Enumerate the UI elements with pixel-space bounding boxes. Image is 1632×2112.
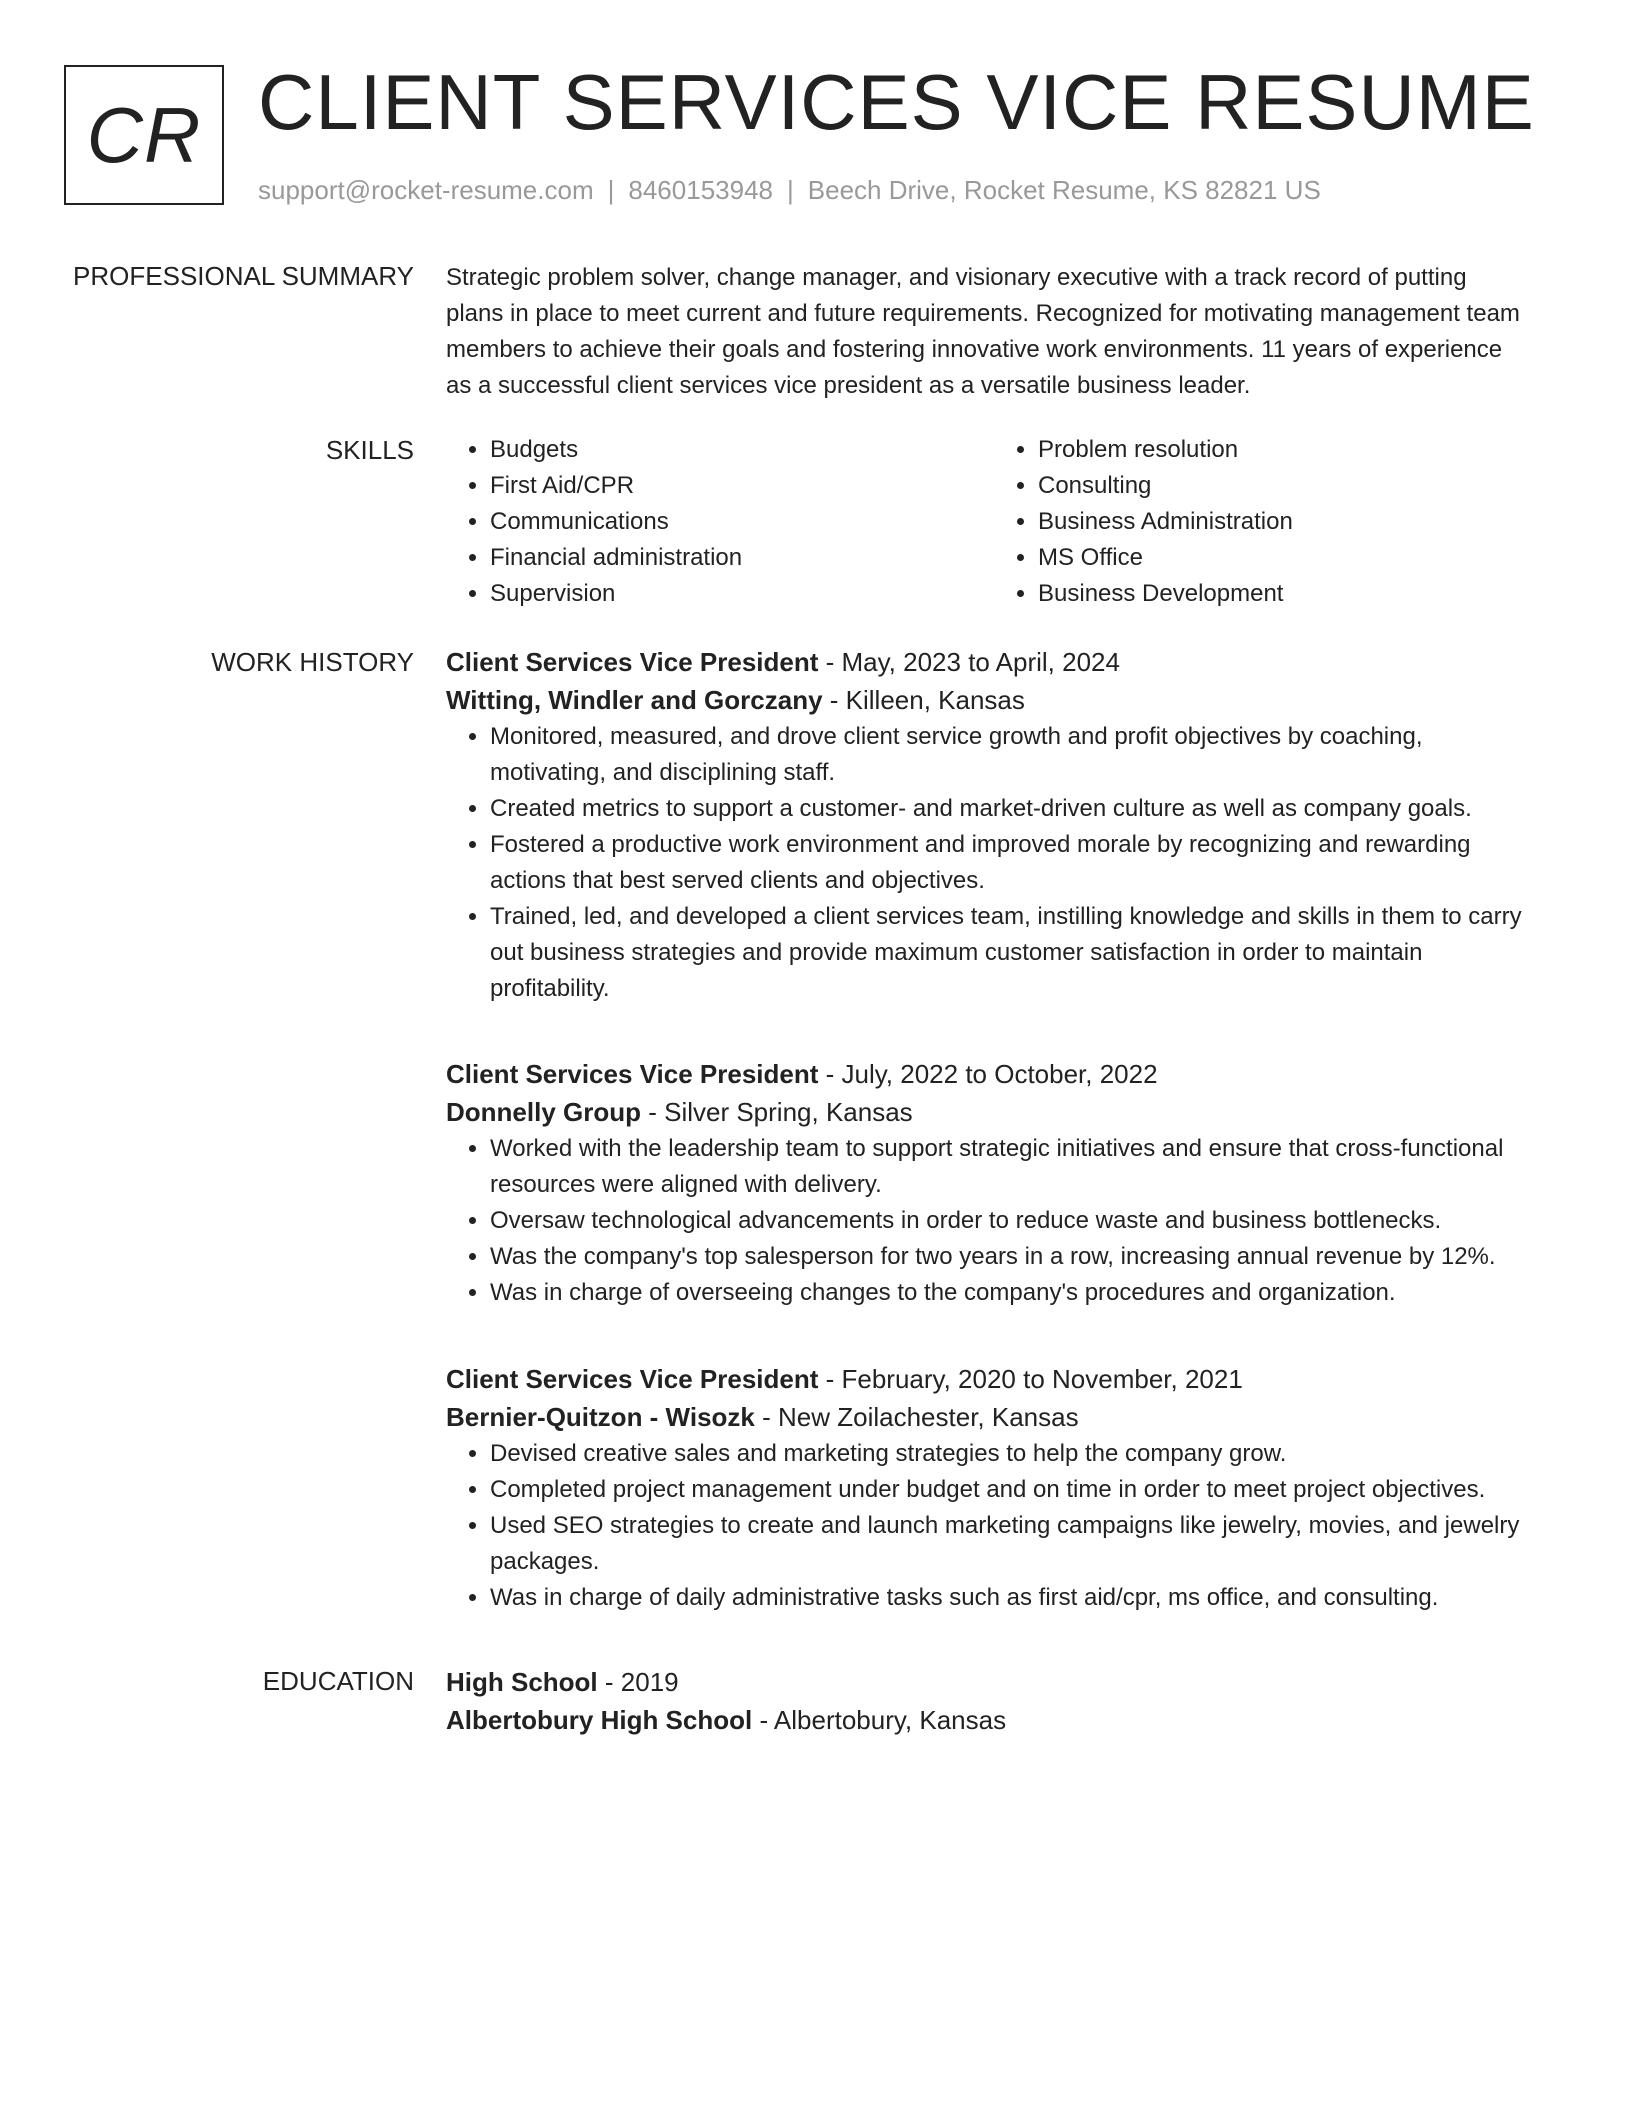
- contact-separator: |: [787, 175, 794, 205]
- bullet-line: Was in charge of daily administrative tasks such as first aid/cpr, ms office, and consulting.: [490, 1584, 1439, 1611]
- degree-year: - 2019: [597, 1667, 679, 1697]
- job-title: Client Services Vice President: [446, 1364, 819, 1394]
- job-bullet: [490, 1203, 1562, 1239]
- job-content: [446, 1055, 1562, 1311]
- school-location: - Albertobury, Kansas: [752, 1705, 1007, 1735]
- bullet-line: Completed project management under budget and on time in order to meet project objectives.: [490, 1476, 1486, 1503]
- bullet-line: Was in charge of overseeing changes to the company's procedures and organization.: [490, 1279, 1396, 1306]
- job-bullet: [490, 1239, 1562, 1275]
- job-dates: - February, 2020 to November, 2021: [818, 1364, 1243, 1394]
- job-bullet: [490, 1472, 1562, 1508]
- company-location: - Killeen, Kansas: [822, 685, 1025, 715]
- job-title-line: [446, 643, 1562, 681]
- address-text: Beech Drive, Rocket Resume, KS 82821 US: [807, 175, 1321, 205]
- job-bullet: [490, 719, 1562, 791]
- job-title-line: [446, 1055, 1562, 1093]
- job-title-line: [446, 1360, 1562, 1398]
- resume-title: CLIENT SERVICES VICE RESUME: [258, 58, 1535, 146]
- job-bullet: [490, 1508, 1562, 1580]
- contact-separator: |: [607, 175, 615, 205]
- job-company-line: [446, 1093, 1562, 1131]
- contact-line: [258, 173, 1321, 207]
- skill-item: • First Aid/CPR: [490, 468, 994, 504]
- job-bullet-list: [446, 719, 1562, 1007]
- bullet-line: Worked with the leadership team to support strategic initiatives and ensure that cross-functional: [490, 1135, 1504, 1162]
- bullet-line: Oversaw technological advancements in order to reduce waste and business bottlenecks.: [490, 1207, 1442, 1234]
- skill-item: • Supervision: [490, 576, 994, 612]
- skill-item: • Business Administration: [1038, 504, 1542, 540]
- education-content: [446, 1663, 1562, 1739]
- email-text: support@rocket-resume.com: [258, 175, 594, 205]
- phone-text: 8460153948: [628, 175, 773, 205]
- bullet-line: packages.: [490, 1548, 600, 1575]
- summary-line: members to achieve their goals and fostering innovative work environments. 11 years of experience: [446, 336, 1503, 363]
- job-bullet: [490, 1580, 1562, 1616]
- skill-item: • Consulting: [1038, 468, 1542, 504]
- section-label: EDUCATION: [262, 1666, 414, 1696]
- skills-grid: [446, 432, 1562, 612]
- job-dates: - May, 2023 to April, 2024: [818, 647, 1120, 677]
- skills-column-left: [446, 432, 994, 612]
- skill-item: • MS Office: [1038, 540, 1542, 576]
- company-name: Bernier-Quitzon - Wisozk: [446, 1402, 755, 1432]
- bullet-line: Was the company's top salesperson for two years in a row, increasing annual revenue by 12%.: [490, 1243, 1496, 1270]
- school-line: [446, 1701, 1562, 1739]
- skill-item: • Problem resolution: [1038, 432, 1542, 468]
- job-bullet: [490, 1436, 1562, 1472]
- skill-item: • Communications: [490, 504, 994, 540]
- skill-item: • Financial administration: [490, 540, 994, 576]
- section-label: SKILLS: [325, 435, 414, 465]
- skills-content: [446, 432, 1562, 612]
- bullet-line: profitability.: [490, 975, 610, 1002]
- bullet-line: Created metrics to support a customer- and market-driven culture as well as company goals.: [490, 795, 1472, 822]
- job-content: [446, 643, 1562, 1007]
- summary-line: Strategic problem solver, change manager, and visionary executive with a track record of putting: [446, 264, 1467, 291]
- degree-name: High School: [446, 1667, 598, 1697]
- job-bullet: [490, 791, 1562, 827]
- bullet-line: Used SEO strategies to create and launch marketing campaigns like jewelry, movies, and jewelry: [490, 1512, 1520, 1539]
- bullet-line: Monitored, measured, and drove client service growth and profit objectives by coaching,: [490, 723, 1423, 750]
- section-label: WORK HISTORY: [211, 647, 414, 677]
- section-label: PROFESSIONAL SUMMARY: [73, 261, 414, 291]
- summary-line: as a successful client services vice president as a versatile business leader.: [446, 372, 1251, 399]
- skills-column-right: [994, 432, 1542, 612]
- summary-line: plans in place to meet current and future requirements. Recognized for motivating management team: [446, 300, 1520, 327]
- company-location: - New Zoilachester, Kansas: [754, 1402, 1079, 1432]
- job-content: [446, 1360, 1562, 1616]
- degree-line: [446, 1663, 1562, 1701]
- job-dates: - July, 2022 to October, 2022: [818, 1059, 1158, 1089]
- summary-content: [446, 260, 1562, 404]
- skills-list: [994, 432, 1542, 612]
- bullet-line: motivating, and disciplining staff.: [490, 759, 836, 786]
- job-bullet: [490, 827, 1562, 899]
- bullet-line: resources were aligned with delivery.: [490, 1171, 882, 1198]
- skill-item: • Budgets: [490, 432, 994, 468]
- bullet-line: Trained, led, and developed a client services team, instilling knowledge and skills in them to carry: [490, 903, 1522, 930]
- job-title: Client Services Vice President: [446, 647, 819, 677]
- company-location: - Silver Spring, Kansas: [641, 1097, 913, 1127]
- company-name: Witting, Windler and Gorczany: [446, 685, 823, 715]
- company-name: Donnelly Group: [446, 1097, 641, 1127]
- job-title: Client Services Vice President: [446, 1059, 819, 1089]
- bullet-line: Devised creative sales and marketing strategies to help the company grow.: [490, 1440, 1287, 1467]
- job-company-line: [446, 681, 1562, 719]
- summary-text: [446, 260, 1562, 404]
- bullet-line: out business strategies and provide maximum customer satisfaction in order to maintain: [490, 939, 1423, 966]
- bullet-line: Fostered a productive work environment and improved morale by recognizing and rewarding: [490, 831, 1471, 858]
- skill-item: • Business Development: [1038, 576, 1542, 612]
- job-bullet: [490, 1131, 1562, 1203]
- monogram-text: CR: [86, 90, 202, 179]
- school-name: Albertobury High School: [446, 1705, 753, 1735]
- job-bullet: [490, 1275, 1562, 1311]
- job-bullet-list: [446, 1131, 1562, 1311]
- job-bullet-list: [446, 1436, 1562, 1616]
- skills-list: [446, 432, 994, 612]
- monogram-logo: [64, 65, 224, 205]
- job-company-line: [446, 1398, 1562, 1436]
- job-bullet: [490, 899, 1562, 1007]
- bullet-line: actions that best served clients and objectives.: [490, 867, 985, 894]
